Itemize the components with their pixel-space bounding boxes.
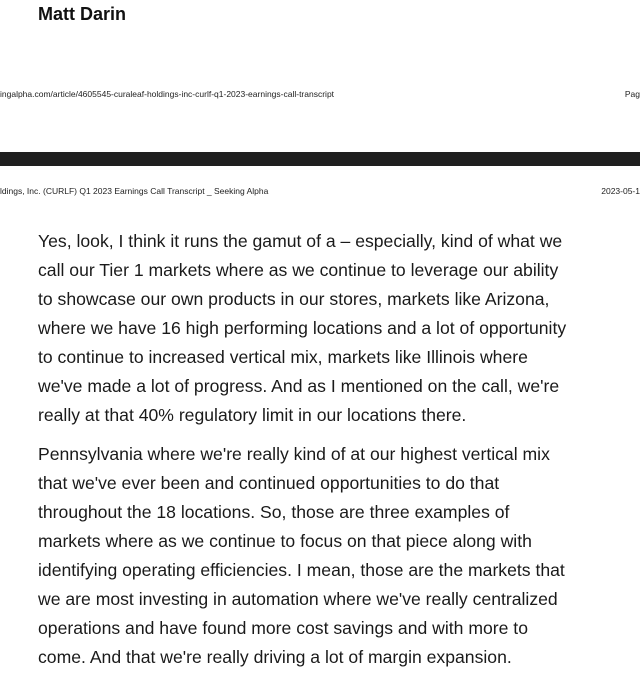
- text-line: Pennsylvania where we're really kind of at our highest vertical mix: [38, 444, 550, 464]
- text-line: throughout the 18 locations. So, those are three examples of: [38, 502, 510, 522]
- text-line: to continue to increased vertical mix, markets like Illinois where: [38, 347, 528, 367]
- text-line: we are most investing in automation where we've really centralized: [38, 589, 558, 609]
- text-line: where we have 16 high performing locations and a lot of opportunity: [38, 318, 567, 338]
- text-line: markets where as we continue to focus on that piece along with: [38, 531, 532, 551]
- paragraph: [38, 227, 638, 430]
- document-title: ldings, Inc. (CURLF) Q1 2023 Earnings Call Transcript _ Seeking Alpha: [0, 186, 269, 196]
- article-url: ingalpha.com/article/4605545-curaleaf-holdings-inc-curlf-q1-2023-earnings-call-transcript: [0, 89, 335, 99]
- document-date: 2023-05-1: [601, 186, 640, 196]
- text-line: Yes, look, I think it runs the gamut of a – especially, kind of what we: [38, 231, 563, 251]
- text-line: identifying operating efficiencies. I mean, those are the markets that: [38, 560, 565, 580]
- text-line: really at that 40% regulatory limit in our locations there.: [38, 405, 467, 425]
- page-divider: [0, 152, 640, 166]
- speaker-name: Matt Darin: [38, 4, 127, 24]
- text-line: call our Tier 1 markets where as we continue to leverage our ability: [38, 260, 559, 280]
- transcript-body: [38, 227, 638, 672]
- text-line: come. And that we're really driving a lot of margin expansion.: [38, 647, 512, 667]
- text-line: operations and have found more cost savings and with more to: [38, 618, 528, 638]
- text-line: we've made a lot of progress. And as I mentioned on the call, we're: [38, 376, 560, 396]
- page-label: Pag: [624, 89, 640, 99]
- text-line: to showcase our own products in our stores, markets like Arizona,: [38, 289, 550, 309]
- text-line: that we've ever been and continued opportunities to do that: [38, 473, 500, 493]
- paragraph: [38, 440, 638, 672]
